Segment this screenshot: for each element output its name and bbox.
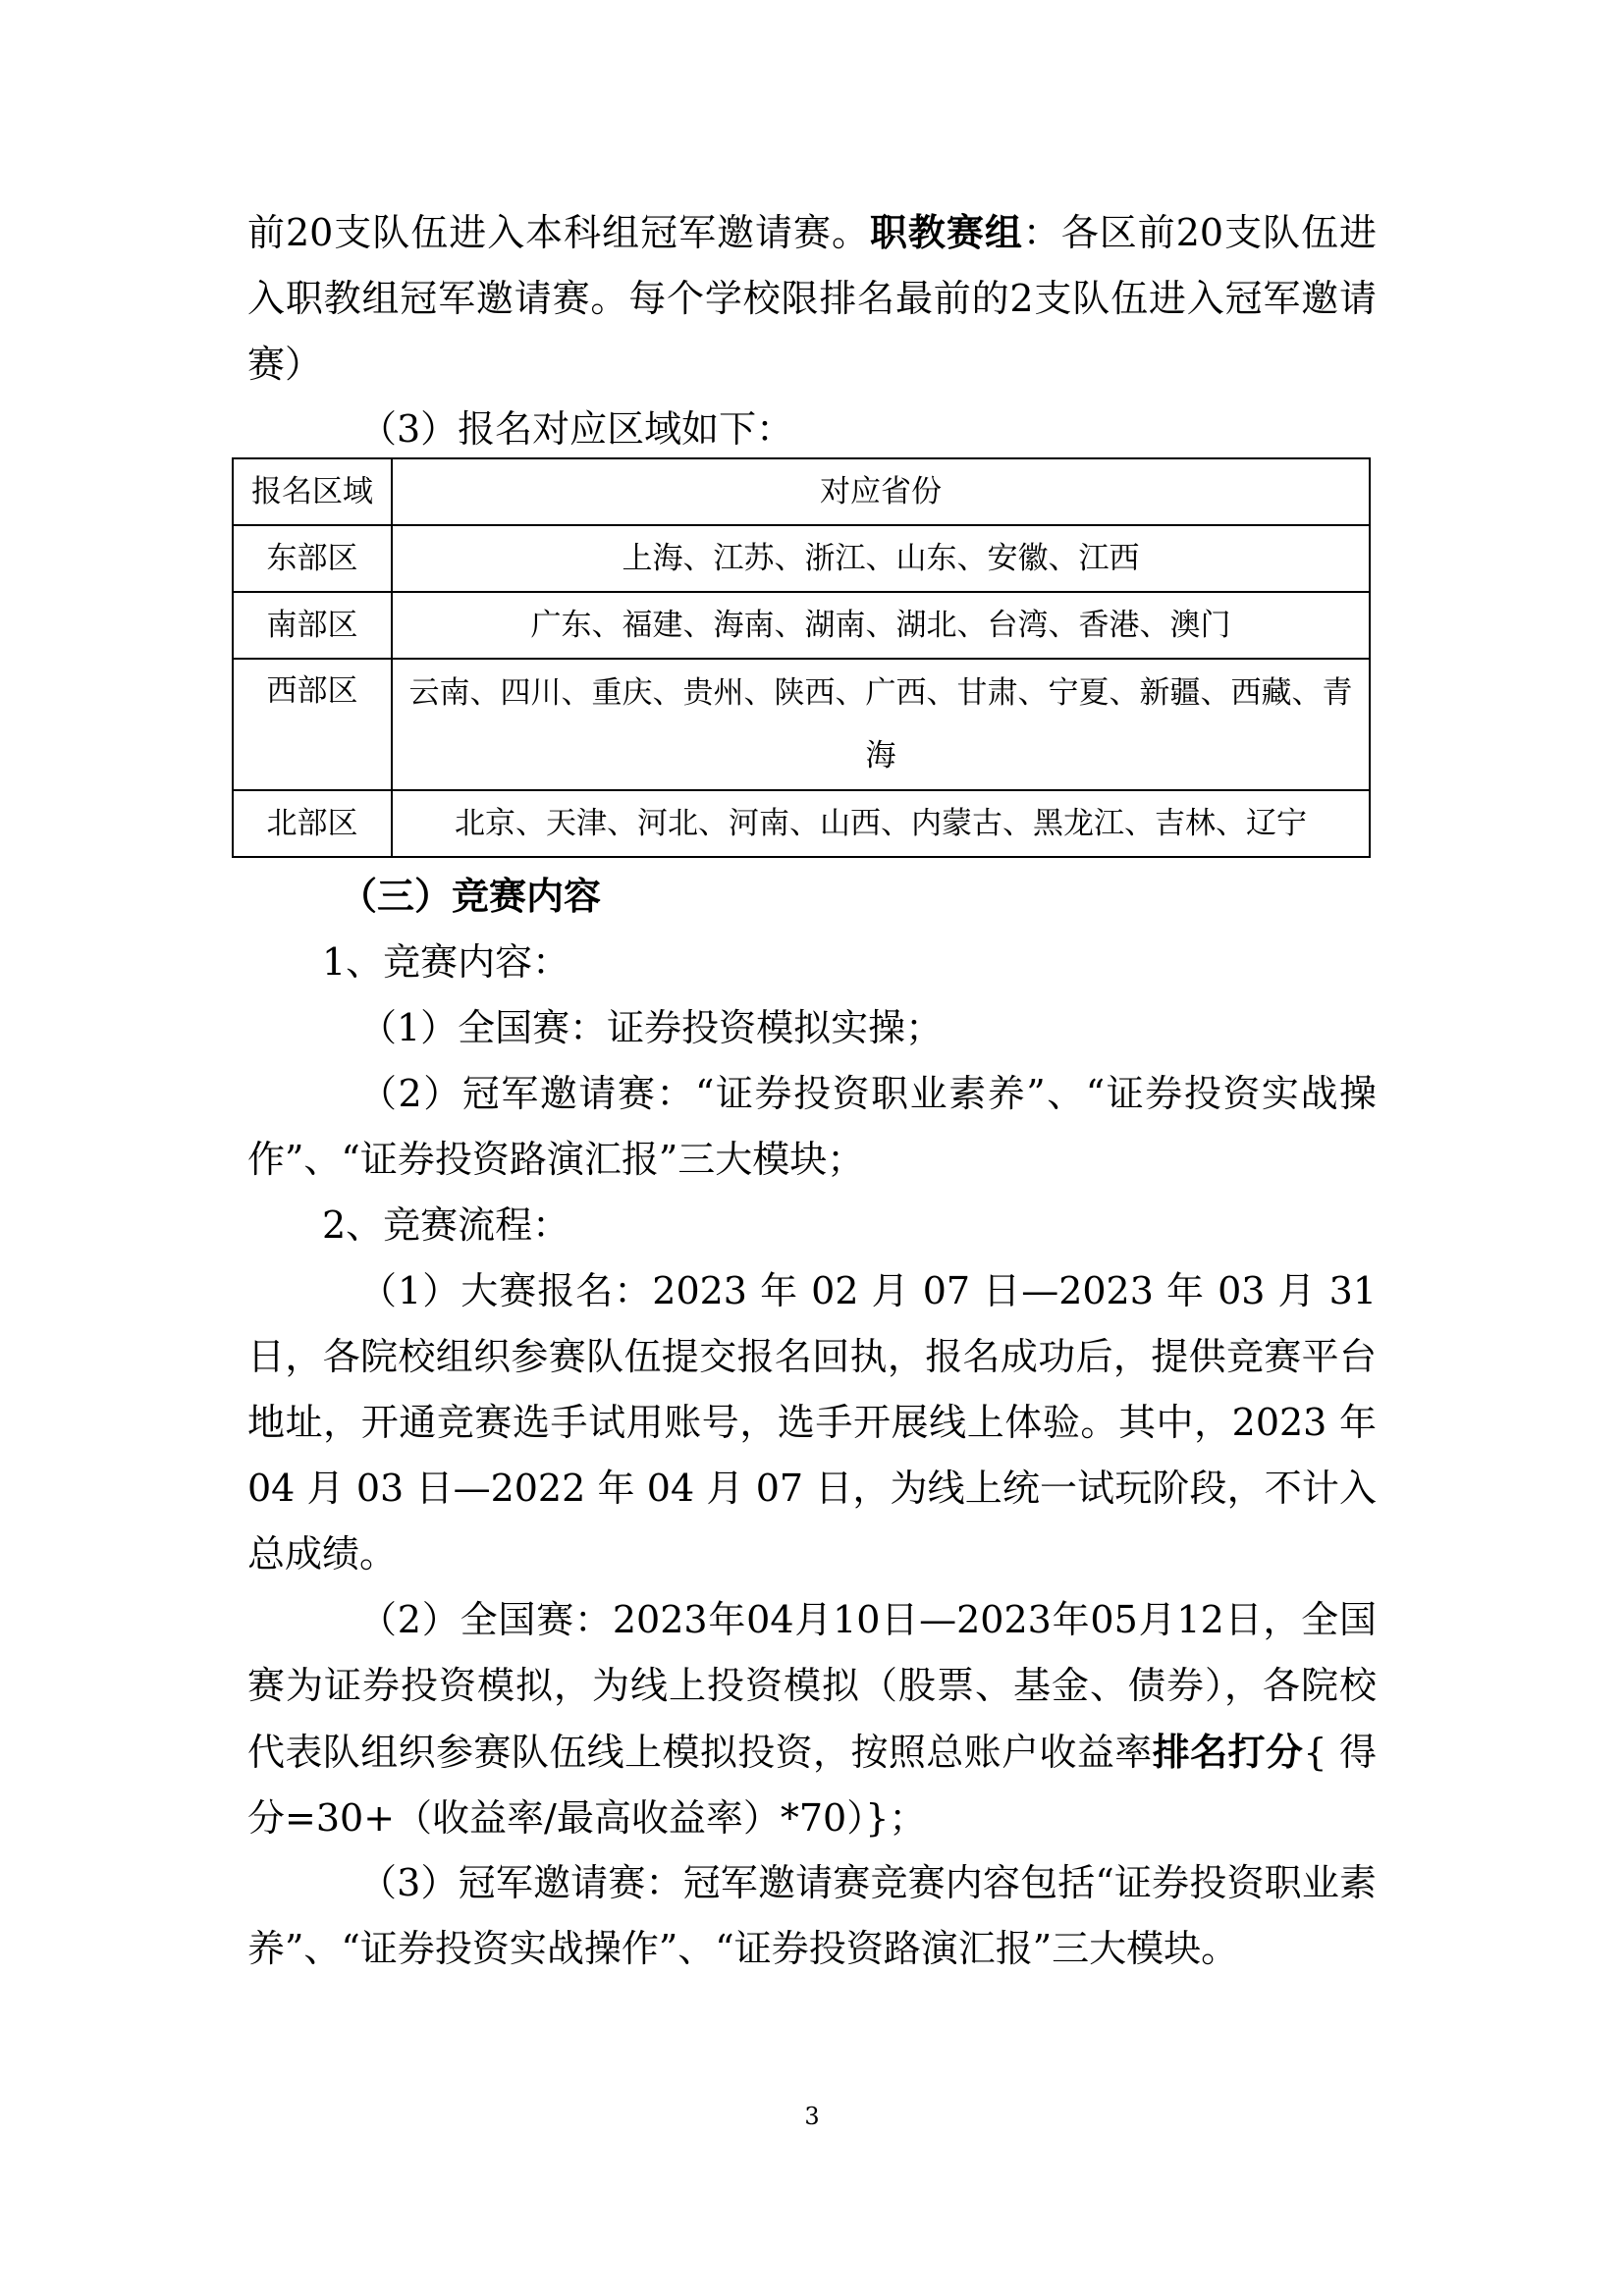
table-row [233,525,1370,592]
text-run: 前20支队伍进入本科组冠军邀请赛。 [247,211,870,254]
table-cell-region: 东部区 [233,525,392,592]
table-cell-provinces: 上海、江苏、浙江、山东、安徽、江西 [392,525,1370,592]
item-content-title: 1、竞赛内容： [322,940,570,984]
table-cell-provinces: 广东、福建、海南、湖南、湖北、台湾、香港、澳门 [392,592,1370,659]
table-row [233,790,1370,857]
item-championship-modules: （2）冠军邀请赛：“证券投资职业素养”、“证券投资实战操作”、“证券投资路演汇报”三大模块； [247,1072,1377,1181]
table-header-region: 报名区域 [233,458,392,525]
item-registration: （1）大赛报名：2023 年 02 月 07 日—2023 年 03 月 31 日，各院校组织参赛队伍提交报名回执，报名成功后，提供竞赛平台地址，开通竞赛选手试用账号，选手开展线上体验。其中，2023 年 04 月 03 日—2022 年 04 月 07 日，为线上统一试玩阶段，不计入总成绩。 [247,1269,1377,1575]
table-cell-region: 西部区 [233,659,392,790]
item-process-title: 2、竞赛流程： [322,1203,570,1247]
item-national-contest: （1）全国赛：证券投资模拟实操； [359,1006,944,1049]
section-heading: （三）竞赛内容 [340,875,602,918]
item-national-schedule [247,1587,1377,1851]
text-run: { 得分=30+（收益率/最高收益率）*70）}； [247,1731,1377,1840]
item-championship-content: （3）冠军邀请赛：冠军邀请赛竞赛内容包括“证券投资职业素养”、“证券投资实战操作”、“证券投资路演汇报”三大模块。 [247,1861,1377,1970]
table-row [233,659,1370,790]
bold-label-vocational: 职教赛组 [869,210,1023,254]
table-header-provinces: 对应省份 [392,458,1370,525]
region-table [232,457,1371,858]
text-run: ：各区前20支队伍进入职教组冠军邀请赛。每个学校限排名最前的2支队伍进入冠军邀请赛） [247,211,1377,386]
table-header-row [233,458,1370,525]
paragraph-region-intro: （3）报名对应区域如下： [359,407,794,451]
paragraph-qualification [247,199,1377,398]
page-number: 3 [804,2103,820,2130]
table-cell-provinces: 北京、天津、河北、河南、山西、内蒙古、黑龙江、吉林、辽宁 [392,790,1370,857]
table-row [233,592,1370,659]
table-cell-provinces: 云南、四川、重庆、贵州、陕西、广西、甘肃、宁夏、新疆、西藏、青海 [392,659,1370,790]
table-cell-region: 南部区 [233,592,392,659]
text-run: （2）全国赛：2023年04月10日—2023年05月12日，全国赛为证券投资模拟，为线上投资模拟（股票、基金、债券），各院校代表队组织参赛队伍线上模拟投资，按照总账户收益率 [247,1598,1377,1774]
table-cell-region: 北部区 [233,790,392,857]
bold-label-ranking: 排名打分 [1152,1730,1304,1774]
